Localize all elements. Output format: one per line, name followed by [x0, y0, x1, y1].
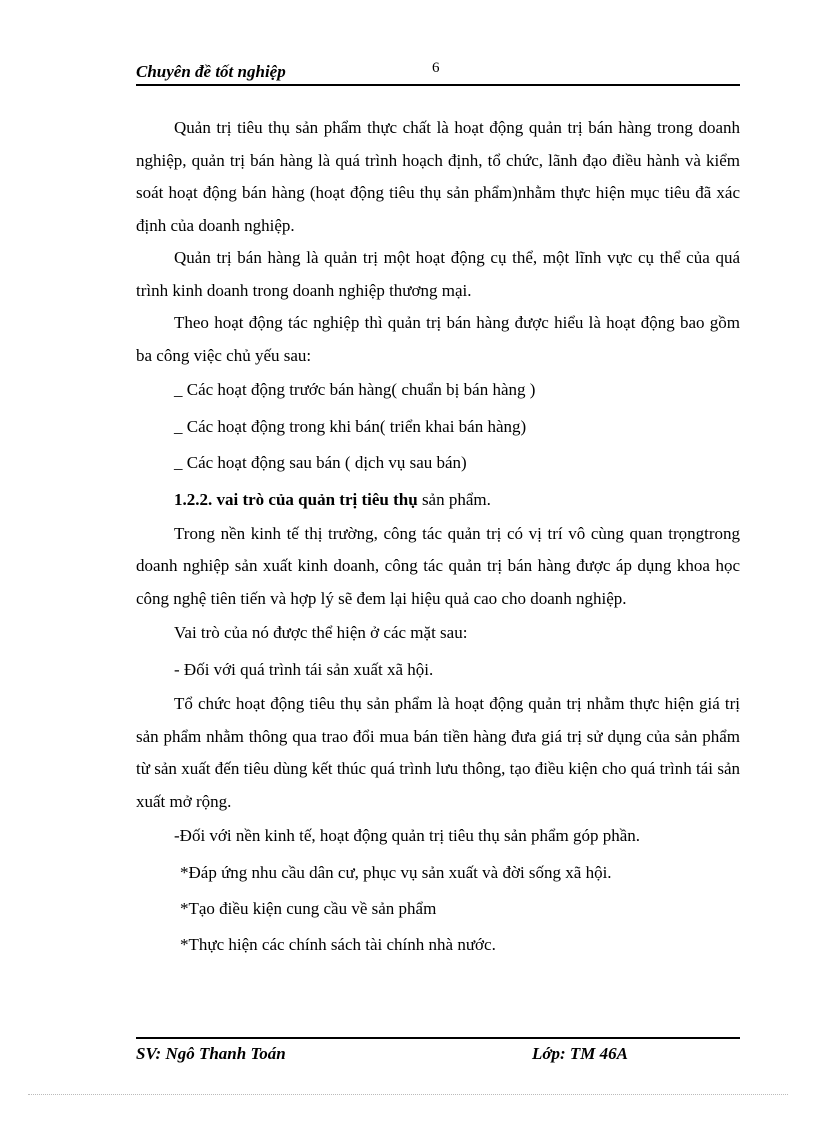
- list-item: _ Các hoạt động sau bán ( dịch vụ sau bán): [174, 453, 467, 472]
- paragraph-3: Theo hoạt động tác nghiệp thì quản trị bán hàng được hiểu là hoạt động bao gồm ba công việc chủ yếu sau:: [136, 313, 740, 365]
- list-item: *Thực hiện các chính sách tài chính nhà nước.: [180, 934, 496, 954]
- paragraph-2: Quản trị bán hàng là quản trị một hoạt động cụ thể, một lĩnh vực cụ thể của quá trình kinh doanh trong doanh nghiệp thương mại.: [136, 248, 740, 300]
- page-header: [136, 58, 740, 86]
- section-heading: [136, 482, 740, 518]
- paragraph-8: -Đối với nền kinh tế, hoạt động quản trị tiêu thụ sản phẩm góp phần.: [174, 826, 641, 845]
- page-footer: [136, 1037, 740, 1069]
- paragraph-6: - Đối với quá trình tái sản xuất xã hội.: [174, 659, 434, 679]
- paragraph-5: Vai trò của nó được thể hiện ở các mặt sau:: [174, 623, 468, 642]
- list-item: *Tạo điều kiện cung cầu về sản phẩm: [180, 898, 437, 918]
- section-heading-bold: 1.2.2. vai trò của quản trị tiêu thụ: [174, 489, 418, 509]
- student-name: SV: Ngô Thanh Toán: [136, 1044, 286, 1063]
- paragraph-7: Tổ chức hoạt động tiêu thụ sản phẩm là hoạt động quản trị nhằm thực hiện giá trị sản phẩm nhằm thông qua trao đổi mua bán tiền hàng đưa giá trị sử dụng của sản phẩm từ sản xuất đến tiêu dùng kết thúc quá trình lưu thông, tạo điều kiện cho quá trình tái sản xuất mở rộng.: [136, 694, 740, 811]
- page-bottom-divider: [28, 1094, 788, 1095]
- paragraph-4: Trong nền kinh tế thị trường, công tác quản trị có vị trí vô cùng quan trọngtrong doanh nghiệp sản xuất kinh doanh, công tác quản trị bán hàng được áp dụng khoa học công nghệ tiên tiến và hợp lý sẽ đem lại hiệu quả cao cho doanh nghiệp.: [136, 523, 740, 608]
- class-label: Lớp: TM 46A: [532, 1044, 629, 1063]
- page-body: [136, 112, 740, 963]
- page-number: 6: [432, 60, 440, 76]
- list-item: _ Các hoạt động trước bán hàng( chuẩn bị bán hàng ): [174, 380, 536, 399]
- list-item: *Đáp ứng nhu cầu dân cư, phục vụ sản xuất và đời sống xã hội.: [180, 862, 612, 882]
- paragraph-1: Quản trị tiêu thụ sản phẩm thực chất là hoạt động quản trị bán hàng trong doanh nghiệp, quản trị bán hàng là quá trình hoạch định, tổ chức, lãnh đạo điều hành và kiểm soát hoạt động bán hàng (hoạt động tiêu thụ sản phẩm)nhằm thực hiện mục tiêu đã xác định của doanh nghiệp.: [136, 118, 740, 235]
- list-item: _ Các hoạt động trong khi bán( triển khai bán hàng): [174, 416, 527, 436]
- document-title: Chuyên đề tốt nghiệp: [136, 62, 286, 81]
- section-heading-rest: sản phẩm.: [417, 489, 491, 509]
